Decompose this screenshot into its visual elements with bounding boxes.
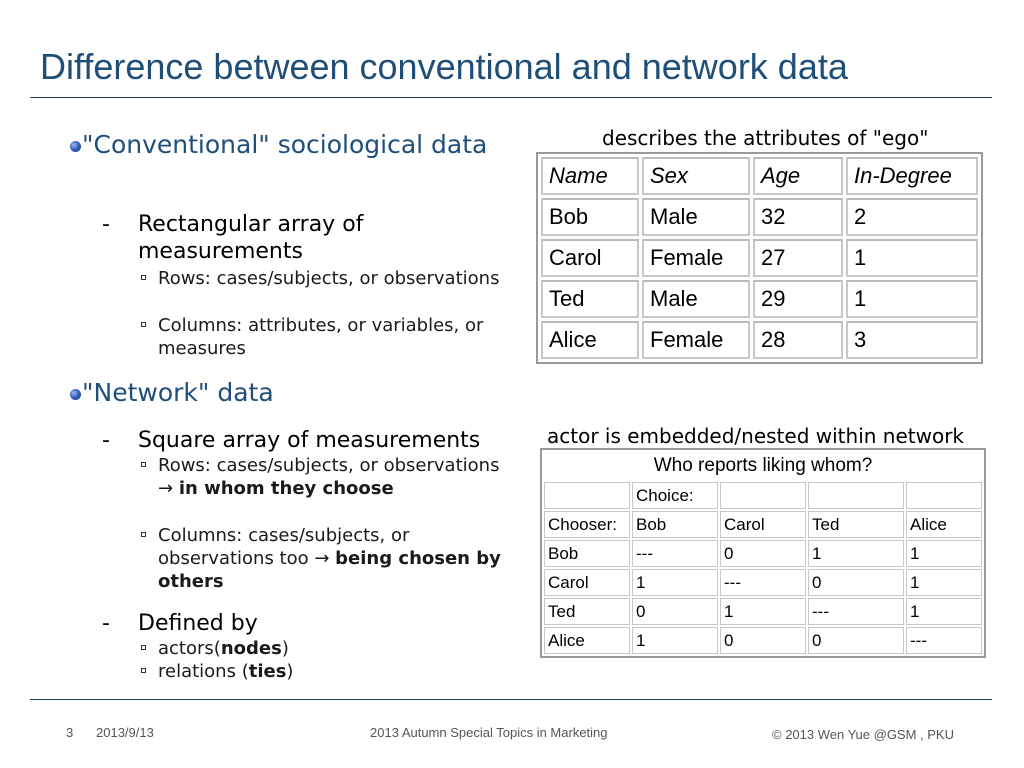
defined-text: Defined by: [138, 611, 258, 636]
sub-actors: actors(nodes): [158, 637, 503, 660]
table-row: Bob --- 0 1 1: [544, 540, 982, 567]
footer-course: 2013 Autumn Special Topics in Marketing: [370, 725, 608, 740]
table-row: Bob Male 32 2: [541, 198, 978, 236]
point-square: [102, 427, 508, 454]
ego-attributes-table: [536, 152, 983, 364]
point-defined: [102, 610, 508, 637]
sub-rows-network: Rows: cases/subjects, or observations → in whom they choose: [158, 454, 503, 500]
table-title: Who reports liking whom?: [653, 455, 873, 476]
table-row: Carol Female 27 1: [541, 239, 978, 277]
table-row: Carol 1 --- 0 1: [544, 569, 982, 596]
footer-divider: [30, 699, 992, 700]
chooser-label: Chooser:: [544, 511, 630, 538]
bullet-network: [82, 376, 502, 409]
table-row: Alice Female 28 3: [541, 321, 978, 359]
sub-rows-conventional: Rows: cases/subjects, or observations: [158, 267, 503, 290]
dash-icon: -: [102, 428, 110, 453]
column-header-row: Chooser: Bob Carol Ted Alice: [544, 511, 982, 538]
slide-title: Difference between conventional and network data: [40, 46, 848, 87]
bullet-icon: [70, 141, 81, 152]
network-heading: "Network" data: [82, 378, 274, 407]
table-row: Alice 1 0 0 ---: [544, 627, 982, 654]
square-bullet-icon: [141, 462, 146, 467]
network-table-caption: actor is embedded/nested within network: [547, 424, 965, 448]
header-cell: Sex: [642, 157, 750, 195]
dash-icon: -: [102, 212, 110, 237]
sub-columns-network: Columns: cases/subjects, or observations too → being chosen by others: [158, 524, 503, 593]
square-text: Square array of measurements: [138, 428, 481, 453]
bullet-conventional: [82, 128, 502, 161]
rectangular-text: Rectangular array of measurements: [138, 212, 364, 264]
table-header-row: [541, 157, 978, 195]
choice-row: [544, 482, 982, 509]
table-row: Ted Male 29 1: [541, 280, 978, 318]
network-matrix-table: [540, 448, 986, 658]
sub-columns-conventional: Columns: attributes, or variables, or measures: [158, 314, 503, 360]
square-bullet-icon: [141, 532, 146, 537]
table-title-row: [544, 452, 982, 480]
choice-label: Choice:: [632, 482, 718, 509]
footer-copyright: © 2013 Wen Yue @GSM , PKU: [772, 727, 954, 742]
square-bullet-icon: [141, 275, 146, 280]
bullet-icon: [70, 389, 81, 400]
point-rectangular: [102, 211, 508, 265]
header-cell: Age: [753, 157, 843, 195]
header-cell: Name: [541, 157, 639, 195]
dash-icon: -: [102, 611, 110, 636]
ego-table-caption: describes the attributes of "ego": [602, 126, 929, 150]
sub-relations: relations (ties): [158, 660, 503, 683]
square-bullet-icon: [141, 668, 146, 673]
square-bullet-icon: [141, 322, 146, 327]
table-row: Ted 0 1 --- 1: [544, 598, 982, 625]
page-number: 3: [66, 725, 74, 740]
header-cell: In-Degree: [846, 157, 978, 195]
conventional-heading: "Conventional" sociological data: [82, 130, 488, 159]
footer-date: 2013/9/13: [96, 725, 154, 740]
square-bullet-icon: [141, 645, 146, 650]
title-divider: [30, 97, 992, 98]
